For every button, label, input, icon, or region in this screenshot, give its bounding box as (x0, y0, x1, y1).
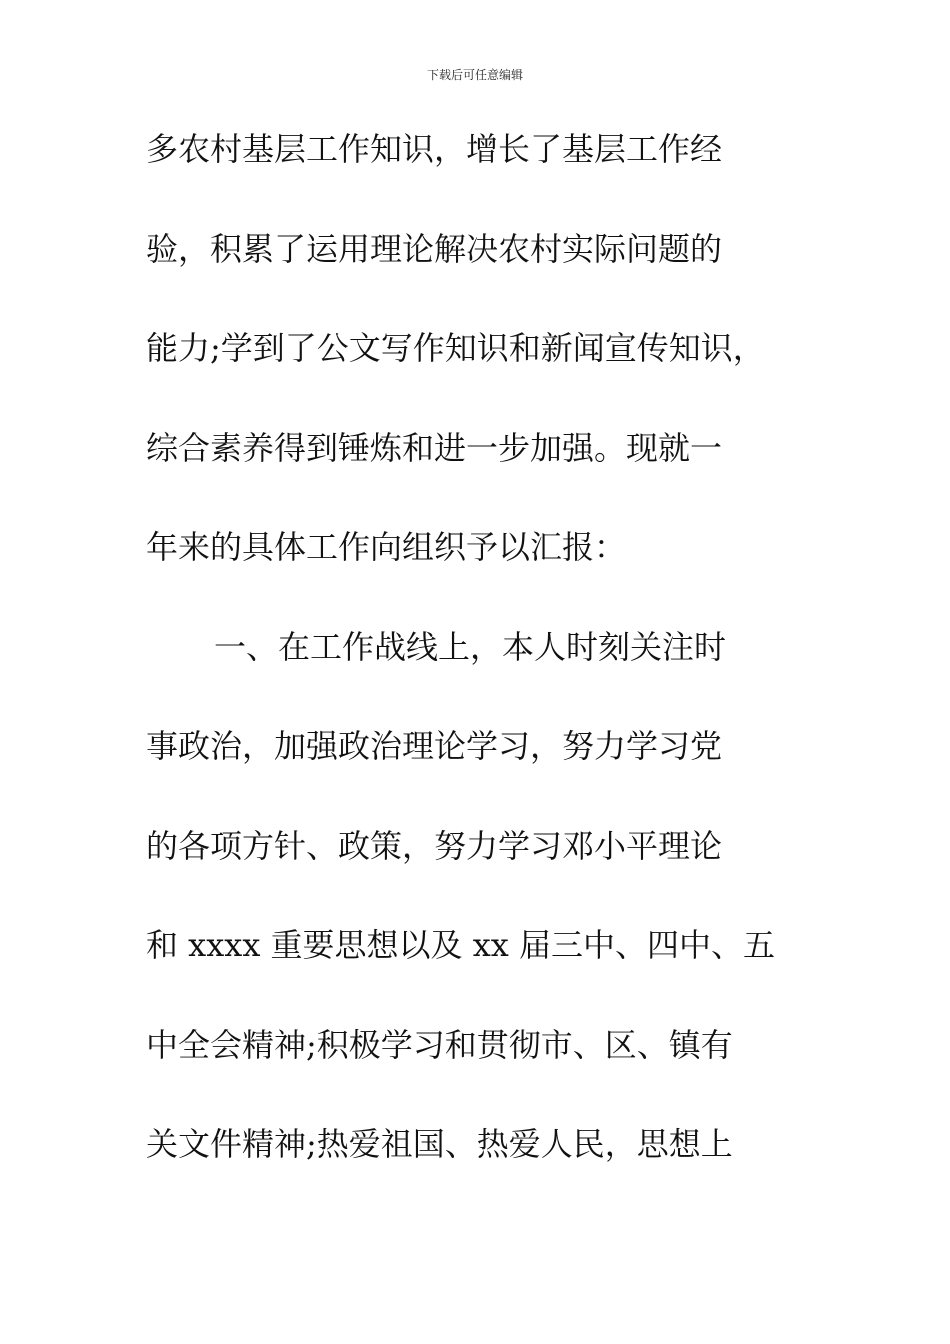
body-text (146, 124, 826, 1219)
text-line: 和 xxxx 重要思想以及 xx 届三中、四中、五 (146, 926, 775, 964)
text-line: 事政治，加强政治理论学习，努力学习党 (146, 727, 723, 765)
text-line: 验，积累了运用理论解决农村实际问题的 (146, 229, 723, 268)
text-line: 年来的具体工作向组织予以汇报： (146, 528, 627, 566)
text-line: 中全会精神;积极学习和贯彻市、区、镇有 (146, 1025, 733, 1064)
section-heading-line: 一、在工作战线上，本人时刻关注时 (214, 627, 727, 666)
text-line: 能力;学到了公文写作知识和新闻宣传知识， (146, 329, 765, 367)
header-note: 下载后可任意编辑 (426, 68, 523, 82)
text-line: 多农村基层工作知识，增长了基层工作经 (146, 130, 723, 168)
text-line: 的各项方针、政策，努力学习邓小平理论 (146, 826, 723, 865)
text-line: 综合素养得到锤炼和进一步加强。现就一 (146, 428, 723, 467)
text-line: 关文件精神;热爱祖国、热爱人民，思想上 (146, 1125, 733, 1163)
